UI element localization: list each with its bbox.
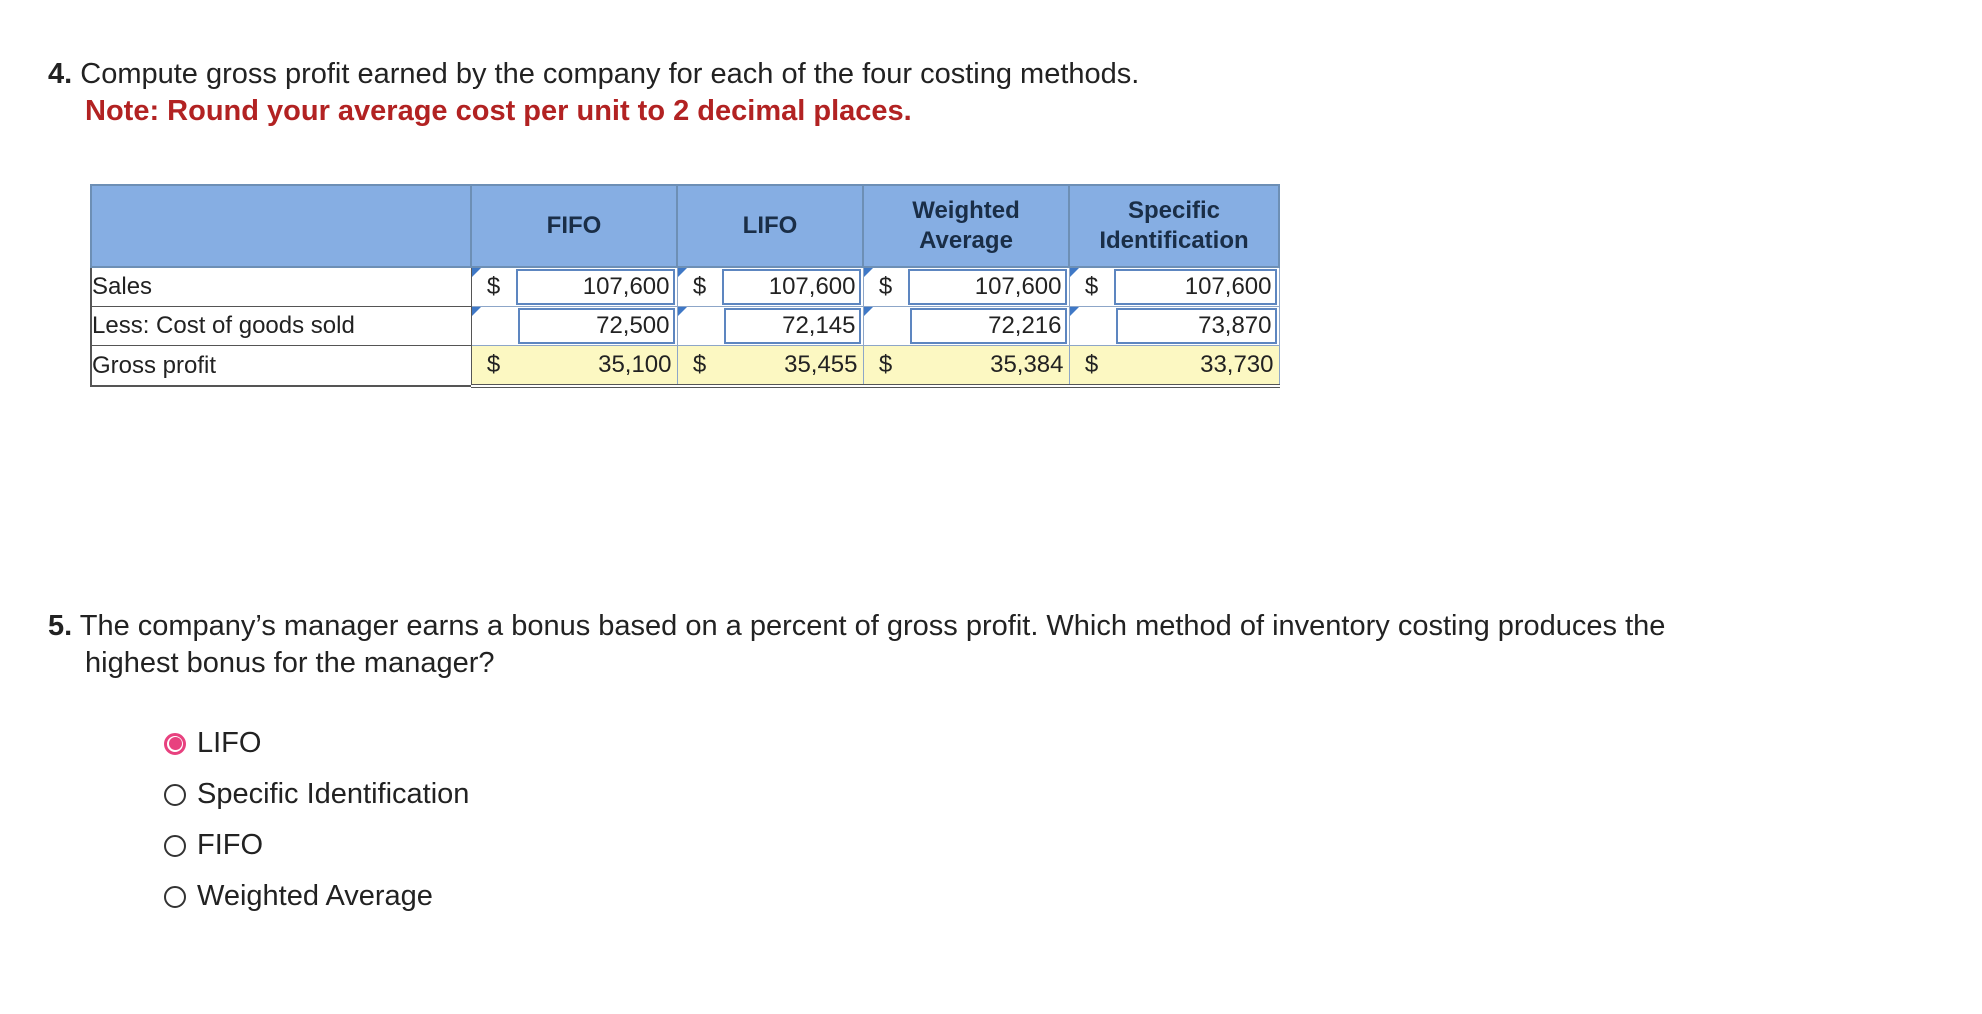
row-cogs [91,307,1279,346]
gross-weighted-value: 35,384 [990,351,1064,378]
question-text-line1: The company’s manager earns a bonus based on a percent of gross profit. Which method of inventory costing produces the [79,610,1666,642]
cell-sales-weighted [863,267,1069,307]
option-specific-identification[interactable] [164,769,469,820]
radio-icon[interactable] [164,784,186,806]
radio-dot-icon [169,737,182,750]
marker-icon [864,307,873,316]
cell-gross-fifo [471,346,677,387]
header-specific-identification-label: Specific Identification [1099,197,1249,254]
dollar-sign: $ [878,273,893,300]
cell-cogs-specific [1069,307,1279,346]
sales-specific-input[interactable]: 107,600 [1114,269,1277,305]
cogs-weighted-input[interactable]: 72,216 [910,308,1067,344]
answer-options [164,718,469,922]
sales-fifo-input[interactable]: 107,600 [516,269,675,305]
radio-icon[interactable] [164,835,186,857]
marker-icon [678,307,687,316]
header-blank [91,185,471,267]
radio-icon[interactable] [164,886,186,908]
question-number: 4. [48,58,73,90]
question-note: Note: Round your average cost per unit to 2 decimal places. [85,95,912,127]
dollar-sign: $ [1084,273,1099,300]
radio-selected-icon[interactable] [164,733,186,755]
gross-specific-value: 33,730 [1200,351,1274,378]
question-text: Compute gross profit earned by the company for each of the four costing methods. [80,58,1140,90]
dollar-sign: $ [486,351,501,378]
gross-fifo-value: 35,100 [598,351,672,378]
cogs-specific-input[interactable]: 73,870 [1116,308,1277,344]
gross-lifo-value: 35,455 [784,351,858,378]
header-weighted-average-label: Weighted Average [912,197,1020,254]
row-sales [91,267,1279,307]
cell-sales-lifo [677,267,863,307]
cell-sales-fifo [471,267,677,307]
cell-gross-lifo [677,346,863,387]
header-fifo: FIFO [471,185,677,267]
marker-icon [678,268,687,277]
cell-sales-specific [1069,267,1279,307]
cogs-fifo-input[interactable]: 72,500 [518,308,675,344]
marker-icon [1070,307,1079,316]
cell-gross-specific [1069,346,1279,387]
cell-cogs-lifo [677,307,863,346]
row-gross-profit [91,346,1279,387]
dollar-sign: $ [692,273,707,300]
cell-cogs-weighted [863,307,1069,346]
option-label: FIFO [197,829,264,861]
question-text-line2: highest bonus for the manager? [85,647,495,679]
option-label: Specific Identification [197,778,470,810]
cell-cogs-fifo [471,307,677,346]
option-label: LIFO [197,727,262,759]
question-5 [48,608,1928,682]
marker-icon [1070,268,1079,277]
header-weighted-average [863,185,1069,267]
marker-icon [472,268,481,277]
option-label: Weighted Average [197,880,433,912]
question-number: 5. [48,610,73,642]
option-weighted-average[interactable] [164,871,469,922]
header-lifo: LIFO [677,185,863,267]
marker-icon [864,268,873,277]
marker-icon [472,307,481,316]
row-label: Gross profit [91,346,471,387]
sales-lifo-input[interactable]: 107,600 [722,269,861,305]
sales-weighted-input[interactable]: 107,600 [908,269,1067,305]
row-label: Less: Cost of goods sold [91,307,471,346]
dollar-sign: $ [1084,351,1099,378]
dollar-sign: $ [692,351,707,378]
gross-profit-worksheet [90,184,1280,388]
row-label: Sales [91,267,471,307]
option-fifo[interactable] [164,820,469,871]
question-4 [48,56,1139,130]
header-specific-identification [1069,185,1279,267]
option-lifo[interactable] [164,718,469,769]
dollar-sign: $ [486,273,501,300]
cogs-lifo-input[interactable]: 72,145 [724,308,861,344]
cell-gross-weighted [863,346,1069,387]
dollar-sign: $ [878,351,893,378]
